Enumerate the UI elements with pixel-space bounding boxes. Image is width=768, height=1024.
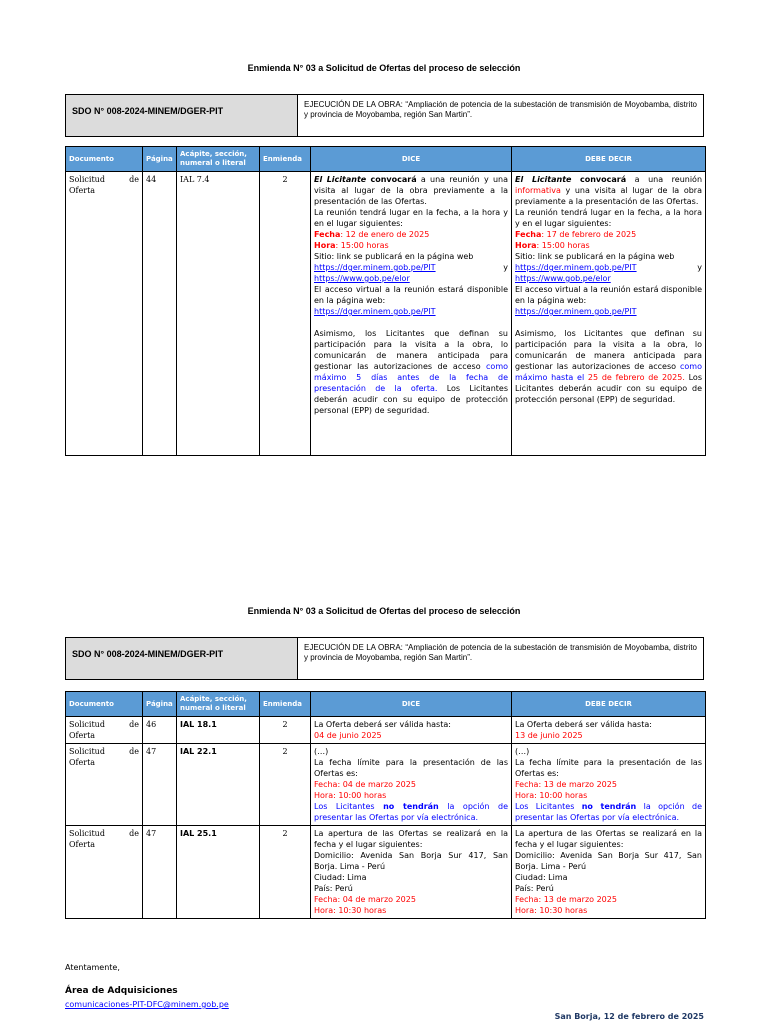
link-dger-4[interactable]: https://dger.minem.gob.pe/PIT: [515, 307, 637, 316]
col-pagina: Página: [143, 692, 177, 717]
closing-text: Atentamente,: [65, 963, 120, 972]
cell-enmienda: 2: [260, 172, 311, 456]
cell-debe-decir: La Oferta deberá ser válida hasta: 13 de junio 2025: [512, 717, 706, 744]
cell-section: IAL 22.1: [177, 744, 260, 826]
col-dice: DICE: [311, 692, 512, 717]
amendment-table-2: [65, 691, 706, 919]
cell-enmienda: 2: [260, 717, 311, 744]
col-debe-decir: DEBE DECIR: [512, 147, 706, 172]
table-row: [66, 172, 706, 456]
col-acapite: Acápite, sección, numeral o literal: [177, 147, 260, 172]
cell-section: IAL 18.1: [177, 717, 260, 744]
cell-pagina: 47: [143, 744, 177, 826]
cell-debe-decir: El Licitante convocará a una reunión informativa y una visita al lugar de la obra previamente a la presentación de las Ofertas. La reunión tendrá lugar en la fecha, a la hora y en el lugar siguientes: Fecha: 17 de febrero de 2025 Hora: 15:00 horas Sitio: link se publicará en la página web https://dger.minem.gob.pe/PIT y https://www.gob.pe/elor El acceso virtual a la reunión estará disponible en la página web: https://dger.minem.gob.pe/PIT Asimismo, los Licitantes que definan su participación para la visita a la obra, lo comunicarán de manera anticipada para gestionar las autorizaciones de acceso como máximo hasta el 25 de febrero de 2025. Los Licitantes deberán acudir con su equipo de protección personal (EPP) de seguridad.: [512, 172, 706, 456]
cell-dice: La apertura de las Ofertas se realizará en la fecha y el lugar siguientes: Domicilio: Avenida San Borja Sur 417, San Borja. Lima - Perú Ciudad: Lima País: Perú Fecha: 04 de marzo 2025 Hora: 10:30 horas: [311, 826, 512, 919]
cell-debe-decir: La apertura de las Ofertas se realizará en la fecha y el lugar siguientes: Domicilio: Avenida San Borja Sur 417, San Borja. Lima - Perú Ciudad: Lima País: Perú Fecha: 13 de marzo 2025 Hora: 10:30 horas: [512, 826, 706, 919]
cell-documento: Solicitud de Oferta: [66, 826, 143, 919]
col-debe-decir: DEBE DECIR: [512, 692, 706, 717]
col-enmienda: Enmienda: [260, 692, 311, 717]
cell-pagina: 47: [143, 826, 177, 919]
table-header-row: [66, 147, 706, 172]
cell-pagina: 46: [143, 717, 177, 744]
link-gob[interactable]: https://www.gob.pe/elor: [314, 274, 410, 283]
place-date: San Borja, 12 de febrero de 2025: [554, 1012, 704, 1021]
cell-dice: (…) La fecha límite para la presentación de las Ofertas es: Fecha: 04 de marzo 2025 Hora: 10:00 horas Los Licitantes no tendrán la opción de presentar las Ofertas por vía electrónica.: [311, 744, 512, 826]
table-row: [66, 826, 706, 919]
col-pagina: Página: [143, 147, 177, 172]
cell-debe-decir: (…) La fecha límite para la presentación de las Ofertas es: Fecha: 13 de marzo 2025 Hora: 10:00 horas Los Licitantes no tendrán la opción de presentar las Ofertas por vía electrónica.: [512, 744, 706, 826]
amendment-table-1: [65, 146, 706, 456]
cell-section: IAL 7.4: [177, 172, 260, 456]
cell-documento: Solicitud de Oferta: [66, 717, 143, 744]
cell-enmienda: 2: [260, 826, 311, 919]
col-dice: DICE: [311, 147, 512, 172]
link-dger-3[interactable]: https://dger.minem.gob.pe/PIT: [515, 263, 637, 272]
cell-pagina: 44: [143, 172, 177, 456]
sdo-description: EJECUCIÓN DE LA OBRA: “Ampliación de potencia de la subestación de transmisión de Moyobamba, distrito y provincia de Moyobamba, región San Martin”.: [304, 643, 697, 662]
cell-dice: El Licitante convocará a una reunión y una visita al lugar de la obra previamente a la presentación de las Ofertas. La reunión tendrá lugar en la fecha, a la hora y en el lugar siguientes: Fecha: 12 de enero de 2025 Hora: 15:00 horas Sitio: link se publicará en la página web https://dger.minem.gob.pe/PIT y https://www.gob.pe/elor El acceso virtual a la reunión estará disponible en la página web: https://dger.minem.gob.pe/PIT Asimismo, los Licitantes que definan su participación para la visita a la obra, lo comunicarán de manera anticipada para gestionar las autorizaciones de acceso como máximo 5 días antes de la fecha de presentación de la oferta. Los Licitantes deberán acudir con su equipo de protección personal (EPP) de seguridad.: [311, 172, 512, 456]
link-dger[interactable]: https://dger.minem.gob.pe/PIT: [314, 263, 436, 272]
col-documento: Documento: [66, 147, 143, 172]
cell-enmienda: 2: [260, 744, 311, 826]
col-acapite: Acápite, sección, numeral o literal: [177, 692, 260, 717]
sdo-box-2: [65, 637, 704, 680]
sdo-code: SDO N° 008-2024-MINEM/DGER-PIT: [66, 95, 298, 136]
table-row: [66, 744, 706, 826]
area-name: Área de Adquisiciones: [65, 986, 178, 996]
sdo-description: EJECUCIÓN DE LA OBRA: “Ampliación de potencia de la subestación de transmisión de Moyobamba, distrito y provincia de Moyobamba, región San Martin”.: [304, 100, 697, 119]
email-link[interactable]: comunicaciones-PIT-DFC@minem.gob.pe: [65, 1000, 229, 1009]
col-documento: Documento: [66, 692, 143, 717]
table-header-row: [66, 692, 706, 717]
section-title-1: Enmienda N° 03 a Solicitud de Ofertas del proceso de selección: [247, 63, 521, 73]
link-gob-2[interactable]: https://www.gob.pe/elor: [515, 274, 611, 283]
table-row: [66, 717, 706, 744]
col-enmienda: Enmienda: [260, 147, 311, 172]
cell-dice: La Oferta deberá ser válida hasta: 04 de junio 2025: [311, 717, 512, 744]
sdo-box-1: [65, 94, 704, 137]
cell-section: IAL 25.1: [177, 826, 260, 919]
cell-documento: Solicitud de Oferta: [66, 744, 143, 826]
sdo-code: SDO N° 008-2024-MINEM/DGER-PIT: [66, 638, 298, 679]
link-dger-2[interactable]: https://dger.minem.gob.pe/PIT: [314, 307, 436, 316]
cell-documento: Solicitud de Oferta: [66, 172, 143, 456]
section-title-2: Enmienda N° 03 a Solicitud de Ofertas del proceso de selección: [247, 606, 521, 616]
